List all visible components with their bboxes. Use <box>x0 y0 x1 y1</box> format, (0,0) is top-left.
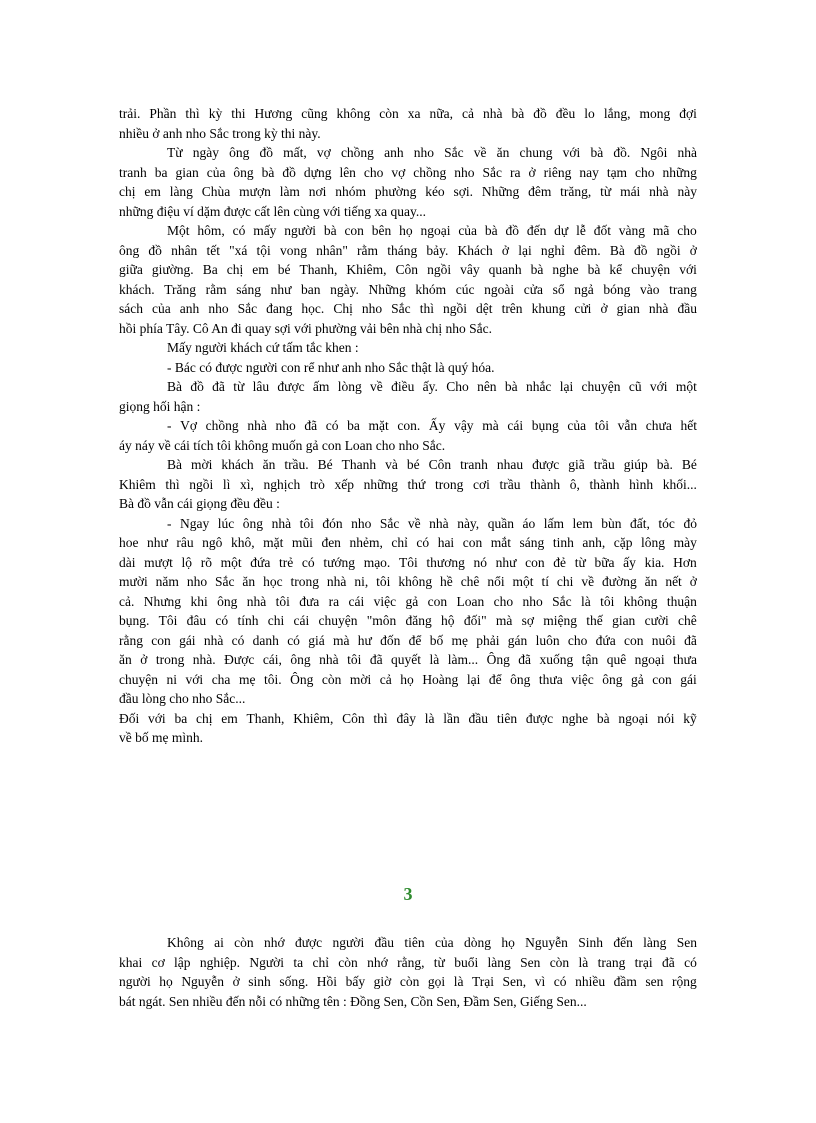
text-line: Từ ngày ông đồ mất, vợ chồng anh nho Sắc về ăn chung với bà đồ. Ngôi nhà <box>167 145 697 160</box>
text-line: Đối với ba chị em Thanh, Khiêm, Côn thì đây là lần đầu tiên được nghe bà ngoại nói kỹ <box>119 710 697 726</box>
chapter-text-top <box>119 104 697 748</box>
text-line: khách. Trăng rằm sáng như ban ngày. Những khóm cúc ngoài cửa sổ ngả bóng vào trang <box>119 281 697 297</box>
text-line: mười năm nho Sắc ăn học trong nhà ni, tôi không hề chê nổi một tí chi về đường ăn nết ở <box>119 574 697 589</box>
chapter-number: 3 <box>403 884 413 904</box>
text-line: chuyện ni với cha mẹ tôi. Ông còn mời cả họ Hoàng lại để ông thưa việc ông gả con gái <box>119 671 697 687</box>
text-line: nhiều ở anh nho Sắc trong kỳ thi này. <box>119 125 321 141</box>
text-line: hoe như râu ngô khô, mặt mũi đen nhẻm, chỉ có hai con mắt sáng tinh anh, cặp lông mày <box>119 535 697 550</box>
text-line: áy náy về cái tích tôi không muốn gả con Loan cho nho Sắc. <box>119 437 446 453</box>
text-line: bát ngát. Sen nhiều đến nỗi có những tên : Đồng Sen, Cồn Sen, Đầm Sen, Giếng Sen... <box>119 993 587 1009</box>
text-line: khai cơ lập nghiệp. Người ta chỉ còn nhớ rằng, từ buổi làng Sen còn là trang trại đã có <box>119 954 697 970</box>
text-line: sách của anh nho Sắc đang học. Chị nho Sắc thì ngồi dệt trên khung cửi ở gian nhà đầu <box>119 301 697 316</box>
text-line: về bố mẹ mình. <box>119 730 203 745</box>
text-line: người họ Nguyễn ở sinh sống. Hồi bấy giờ còn gọi là Trại Sen, vì có nhiều đầm sen rộng <box>119 974 697 989</box>
text-line: ăn ở trong nhà. Được cái, ông nhà tôi đã quyết là làm... Ông đã xuống tận quê ngoại thưa <box>119 652 697 667</box>
text-line: - Ngay lúc ông nhà tôi đón nho Sắc về nhà này, quần áo lấm lem bùn đất, tóc đỏ <box>167 515 697 531</box>
text-line: hồi phía Tây. Cô An đi quay sợi với phường vải bên nhà chị nho Sắc. <box>119 320 492 336</box>
text-line: Mấy người khách cứ tấm tắc khen : <box>167 340 359 355</box>
text-line: Một hôm, có mấy người bà con bên họ ngoại của bà đồ đến dự lễ đốt vàng mã cho <box>167 223 697 238</box>
text-line: tranh ba gian của ông bà đồ dựng lên cho vợ chồng nho Sắc ra ở riêng nay tạm cho những <box>119 164 697 180</box>
chapter-text-bottom <box>119 933 697 1011</box>
text-line: Bà đồ vẫn cái giọng đều đều : <box>119 496 280 511</box>
text-line: cả. Nhưng khi ông nhà tôi đưa ra cái việc gả con Loan cho nho Sắc là tôi không thuận <box>119 593 697 609</box>
text-line: giọng hối hận : <box>119 398 201 414</box>
text-line: - Bác có được người con rể như anh nho Sắc thật là quý hóa. <box>167 359 495 375</box>
text-line: ông đồ nhân tết "xá tội vong nhân" rằm tháng bảy. Khách ở lại nghỉ đêm. Bà đồ ngồi ở <box>119 242 697 258</box>
text-line: dài mượt lộ rõ một đứa trẻ có tướng mạo. Tôi thương nó như con đẻ từ bữa ấy kia. Hơn <box>119 554 697 570</box>
text-line: trải. Phần thì kỳ thi Hương cũng không còn xa nữa, cả nhà bà đồ đều lo lắng, mong đợi <box>119 106 697 121</box>
text-line: - Vợ chồng nhà nho đã có ba mặt con. Ấy vậy mà cái bụng của tôi vẫn chưa hết <box>167 418 697 433</box>
text-line: những điệu ví dặm được cất lên cùng với tiếng xa quay... <box>119 203 426 219</box>
text-line: Khiêm thì ngồi lì xì, nghịch trò xếp những thứ trong cơi trầu thành ô, thành hình khối... <box>119 476 697 492</box>
text-line: Không ai còn nhớ được người đầu tiên của dòng họ Nguyễn Sinh đến làng Sen <box>167 935 697 950</box>
text-line: Bà mời khách ăn trầu. Bé Thanh và bé Côn tranh nhau được giã trầu giúp bà. Bé <box>167 457 697 472</box>
text-line: giữa giường. Ba chị em bé Thanh, Khiêm, Côn ngồi vây quanh bà nghe bà kể chuyện với <box>119 262 697 277</box>
text-line: rằng con gái nhà có danh có giá mà hư đốn để bố mẹ phải gán luôn cho đứa con nuôi đã <box>119 632 697 648</box>
text-line: Bà đồ đã từ lâu được ấm lòng về điều ấy. Cho nên bà nhắc lại chuyện cũ với một <box>167 379 697 394</box>
text-line: chị em làng Chùa mượn làm nơi nhóm phường kéo sợi. Những đêm trăng, từ mái nhà này <box>119 184 697 199</box>
text-line: bụng. Tôi đâu có tính chi cái chuyện "môn đăng hộ đối" mà sợ miệng thế gian cười chê <box>119 613 697 628</box>
text-line: đầu lòng cho nho Sắc... <box>119 691 246 706</box>
